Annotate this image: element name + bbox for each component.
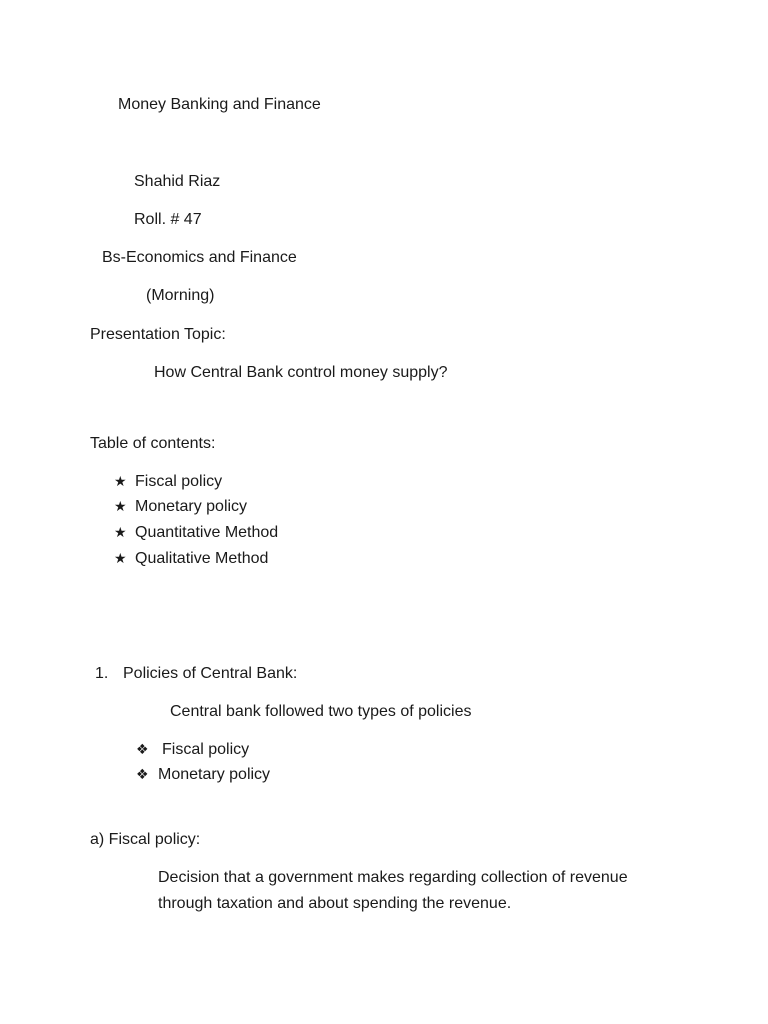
diamond-bullet-icon: ❖ bbox=[136, 767, 149, 783]
fiscal-policy-heading: a) Fiscal policy: bbox=[90, 831, 201, 848]
policy-item-label: Fiscal policy bbox=[162, 741, 250, 758]
student-name: Shahid Riaz bbox=[134, 173, 221, 190]
presentation-topic: How Central Bank control money supply? bbox=[154, 364, 448, 381]
toc-heading: Table of contents: bbox=[90, 435, 216, 452]
toc-item-label: Quantitative Method bbox=[135, 524, 279, 541]
policy-item-label: Monetary policy bbox=[158, 766, 271, 783]
section-heading: Policies of Central Bank: bbox=[123, 665, 298, 682]
star-icon: ★ bbox=[114, 551, 127, 567]
star-icon: ★ bbox=[114, 525, 127, 541]
section-number: 1. bbox=[95, 665, 109, 682]
program-name: Bs-Economics and Finance bbox=[102, 249, 297, 266]
course-title: Money Banking and Finance bbox=[118, 96, 321, 113]
roll-number: Roll. # 47 bbox=[134, 211, 202, 228]
toc-item-label: Monetary policy bbox=[135, 498, 248, 515]
toc-item-label: Fiscal policy bbox=[135, 473, 223, 490]
shift-label: (Morning) bbox=[146, 287, 215, 304]
toc-item-label: Qualitative Method bbox=[135, 550, 269, 567]
presentation-topic-label: Presentation Topic: bbox=[90, 326, 226, 343]
section-intro: Central bank followed two types of policies bbox=[170, 703, 472, 720]
star-icon: ★ bbox=[114, 474, 127, 490]
star-icon: ★ bbox=[114, 499, 127, 515]
diamond-bullet-icon: ❖ bbox=[136, 742, 149, 758]
fiscal-policy-definition: Decision that a government makes regarding collection of revenue through taxation and about spending the revenue. bbox=[158, 869, 628, 912]
